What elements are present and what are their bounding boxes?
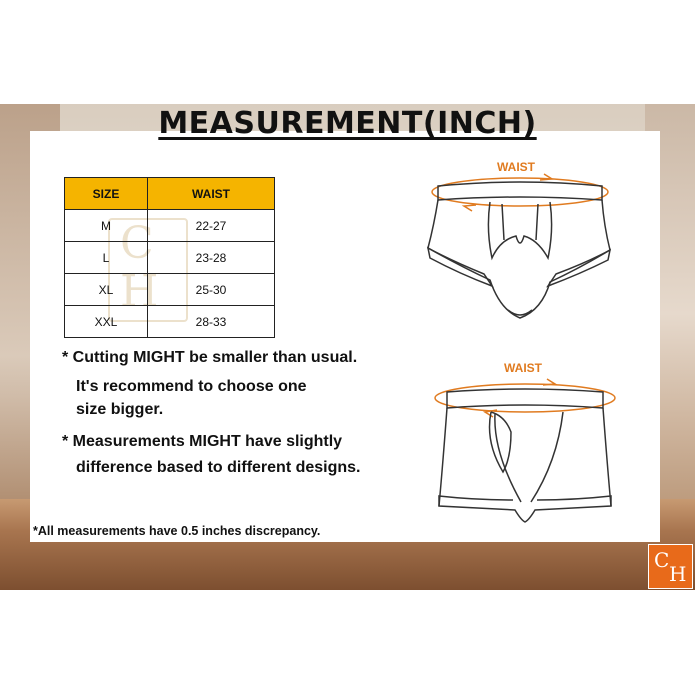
note-2-line-1: * Measurements MIGHT have slightly bbox=[62, 433, 343, 450]
cell-size: M bbox=[65, 210, 148, 242]
table-row bbox=[65, 242, 275, 274]
note-1-line-2: It's recommend to choose one bbox=[76, 378, 307, 395]
cell-waist: 28-33 bbox=[148, 306, 275, 338]
cell-waist: 25-30 bbox=[148, 274, 275, 306]
table-row bbox=[65, 274, 275, 306]
brief-waist-label: WAIST bbox=[497, 160, 535, 174]
cell-size: L bbox=[65, 242, 148, 274]
note-1-line-3: size bigger. bbox=[76, 401, 164, 418]
logo-letter-h: H bbox=[669, 562, 687, 586]
cell-waist: 22-27 bbox=[148, 210, 275, 242]
size-table bbox=[64, 177, 275, 338]
table-header-row bbox=[65, 178, 275, 210]
footnote: *All measurements have 0.5 inches discrepancy. bbox=[33, 524, 321, 538]
logo-letter-c: C bbox=[654, 548, 670, 572]
table-row bbox=[65, 210, 275, 242]
boxer-waist-label: WAIST bbox=[504, 361, 542, 375]
header-waist: WAIST bbox=[148, 178, 275, 210]
cell-size: XL bbox=[65, 274, 148, 306]
note-1-line-1: * Cutting MIGHT be smaller than usual. bbox=[62, 349, 358, 366]
cell-waist: 23-28 bbox=[148, 242, 275, 274]
brief-diagram bbox=[420, 170, 620, 330]
watermark-logo: C H bbox=[108, 218, 188, 322]
boxer-waist-arrow bbox=[435, 379, 615, 417]
brand-logo bbox=[648, 544, 693, 589]
boxer-diagram bbox=[425, 372, 625, 532]
header-size: SIZE bbox=[65, 178, 148, 210]
cell-size: XXL bbox=[65, 306, 148, 338]
page-title: MEASUREMENT(INCH) bbox=[158, 106, 537, 141]
note-2-line-2: difference based to different designs. bbox=[76, 459, 361, 476]
table-row bbox=[65, 306, 275, 338]
brief-waist-arrow bbox=[432, 174, 608, 211]
